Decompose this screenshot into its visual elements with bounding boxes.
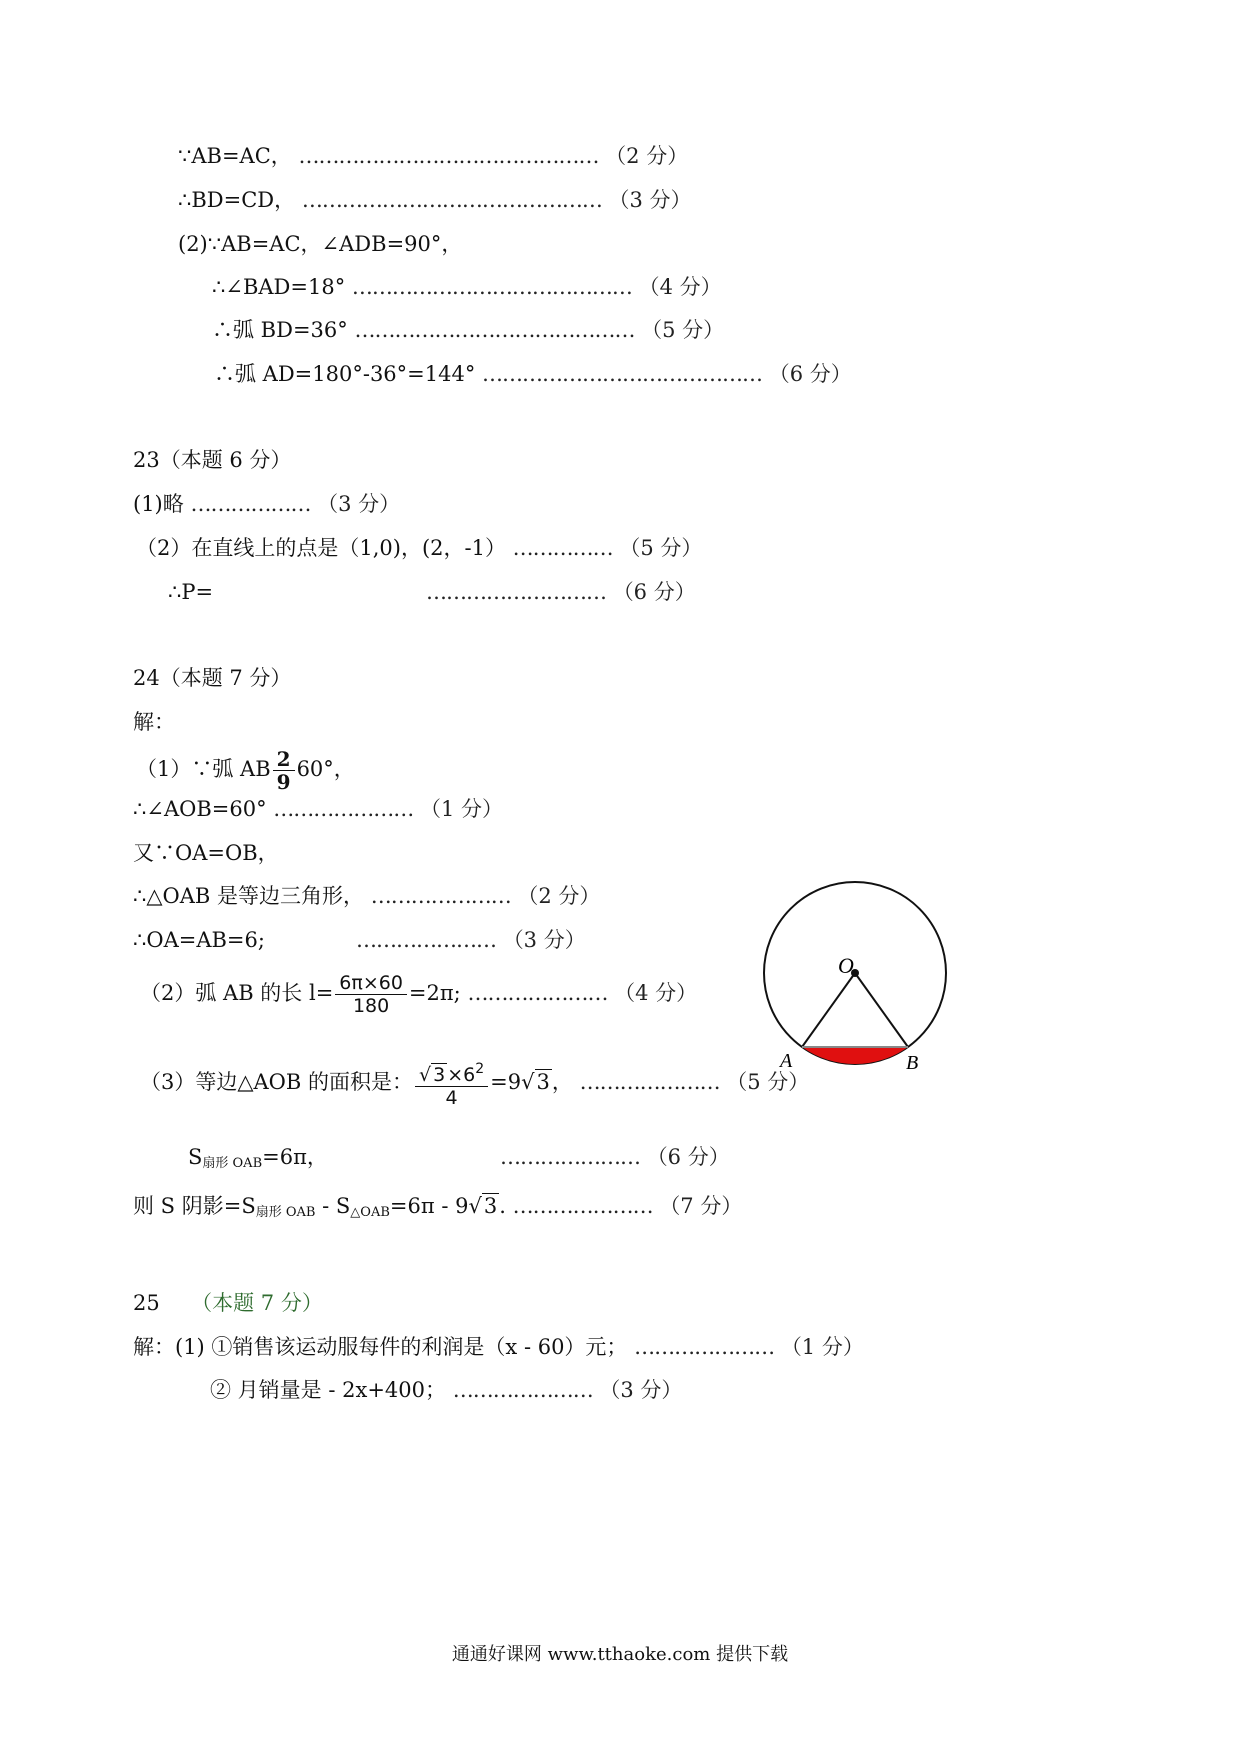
step-text: 60°， (296, 757, 355, 781)
q24-step-6 (140, 972, 697, 1017)
score-mark: （4 分） (614, 981, 698, 1005)
leader-dots: ………………… (512, 1194, 653, 1218)
proof-line-2 (178, 186, 692, 214)
proof-text: ∴BD=CD， (178, 188, 296, 212)
score-mark: （6 分） (612, 580, 696, 604)
proof-text: ∴弧 BD=36° (212, 318, 348, 342)
proof-line-3 (178, 230, 462, 258)
step-text: ∴∠AOB=60° (133, 797, 267, 821)
question-heading: 24（本题 7 分） (133, 666, 292, 690)
proof-text: ∴∠BAD=18° (212, 275, 346, 299)
score-mark: （7 分） (659, 1194, 743, 1218)
q23-answer-2 (136, 534, 702, 562)
leader-dots: ……………… (190, 492, 311, 516)
q23-answer-3-score (426, 578, 696, 606)
answer-text: 解：(1) ①销售该运动服每件的利润是（x - 60）元； (133, 1335, 628, 1359)
q24-jie (133, 708, 175, 736)
subscript: △OAB (350, 1205, 390, 1220)
fraction (335, 972, 407, 1017)
label-a: A (780, 1050, 793, 1072)
leader-dots: …………………………………… (482, 362, 763, 386)
score-mark: （5 分） (619, 536, 703, 560)
step-text: S (188, 1145, 203, 1169)
score-mark: （6 分） (768, 362, 852, 386)
leader-dots: …………………………………… (351, 275, 632, 299)
score-mark: （1 分） (780, 1335, 864, 1359)
radicand: 3 (536, 1070, 550, 1094)
leader-dots: ………………… (634, 1335, 775, 1359)
label-b: B (906, 1052, 919, 1074)
proof-text: ∴弧 AD=180°-36°=144° (214, 362, 476, 386)
step-text: - S (315, 1194, 351, 1218)
subscript: 扇形 OAB (255, 1205, 316, 1220)
proof-text: ∵AB=AC， (178, 144, 292, 168)
q23-title (133, 446, 291, 474)
fraction-denominator: 180 (352, 995, 390, 1017)
q24-step-1 (136, 748, 355, 793)
fraction-numerator: √ $3 \times 6^2$ (415, 1058, 488, 1087)
fraction (415, 1058, 488, 1109)
leader-dots: …………… (512, 536, 613, 560)
proof-line-4 (212, 273, 722, 301)
radicand: 3 (483, 1194, 498, 1218)
score-mark: （2 分） (605, 144, 689, 168)
fraction-denominator: 4 (445, 1087, 458, 1109)
leader-dots: ………………… (500, 1145, 640, 1169)
leader-dots: ……………………………………… (301, 188, 602, 212)
footer-text: 通通好课网 www.tthaoke.com 提供下载 (451, 1644, 789, 1665)
step-text: =6π - 9 (389, 1194, 469, 1218)
q24-step-3 (133, 839, 279, 867)
q24-step-4 (133, 882, 600, 910)
answer-text: (1)略 (133, 492, 184, 516)
step-text: . (499, 1194, 506, 1218)
page-footer (0, 1640, 1240, 1666)
answer-text: （2）在直线上的点是（1,0)，(2，-1） (136, 536, 506, 560)
leader-dots: ………………… (467, 981, 608, 1005)
exponent: 2 (475, 1061, 485, 1077)
question-heading: 23（本题 6 分） (133, 448, 292, 472)
q23-answer-1 (133, 490, 400, 518)
circle-sector-figure (750, 875, 960, 1085)
q25-title (133, 1289, 323, 1317)
step-text: （3）等边△AOB 的面积是： (140, 1070, 413, 1094)
q24-step-9: 则 S 阴影$=S_{扇形 OAB} - S_{\triangle OAB}=6\pi - 9√3$. ………………… （7 分） (133, 1194, 743, 1220)
leader-dots: ……………………………………… (298, 144, 599, 168)
q23-answer-3 (168, 578, 213, 606)
proof-line-6 (214, 360, 852, 388)
leader-dots: ……………………… (426, 580, 606, 604)
step-text: =6π， (262, 1145, 328, 1169)
fraction-denominator: 9 (276, 770, 291, 794)
score-mark: （3 分） (599, 1378, 683, 1402)
step-text: ， (551, 1070, 573, 1094)
leader-dots: ………………… (356, 928, 496, 952)
radius-oa (802, 973, 855, 1047)
proof-line-5 (212, 316, 724, 344)
step-text: 又∵OA=OB， (133, 841, 279, 865)
q25-answer-2 (210, 1376, 682, 1404)
step-text: （2）弧 AB 的长 l= (140, 981, 334, 1005)
solution-label: 解： (133, 710, 175, 734)
step-text: =9 (490, 1070, 522, 1094)
leader-dots: ………………… (370, 884, 511, 908)
fraction-numerator: 2 (273, 748, 295, 771)
q24-step-5-score (356, 926, 586, 954)
radicand: 3 (433, 1064, 446, 1086)
q24-step-2 (133, 795, 503, 823)
step-text: =2π; (408, 981, 461, 1005)
fraction (273, 748, 295, 793)
answer-text: ∴P= (168, 580, 214, 604)
step-text: ∴OA=AB=6; (133, 928, 265, 952)
shaded-segment (802, 1047, 908, 1064)
label-o: O (838, 953, 854, 978)
score-mark: （5 分） (726, 1070, 810, 1094)
score-mark: （4 分） (638, 275, 722, 299)
radius-ob (855, 973, 908, 1047)
q24-step-8-score (500, 1143, 730, 1171)
numerator-part: ×6 (447, 1064, 476, 1086)
answer-text: ② 月销量是 - 2x+400； (210, 1378, 447, 1402)
step-text: ∴△OAB 是等边三角形， (133, 884, 364, 908)
subscript: 扇形 OAB (202, 1156, 263, 1171)
leader-dots: …………………………………… (354, 318, 635, 342)
proof-text: (2)∵AB=AC，∠ADB=90°， (178, 232, 463, 256)
score-mark: （3 分） (317, 492, 401, 516)
leader-dots: ………………… (452, 1378, 593, 1402)
step-text: （1）∵弧 AB (136, 757, 271, 781)
score-mark: （3 分） (502, 928, 586, 952)
q24-step-8 (188, 1143, 328, 1178)
q25-answer-1 (133, 1333, 864, 1361)
score-mark: （6 分） (646, 1145, 730, 1169)
q24-title (133, 664, 291, 692)
question-number: 25 (133, 1291, 160, 1315)
score-mark: （2 分） (517, 884, 601, 908)
fraction-numerator: 6π×60 (335, 972, 407, 995)
score-mark: （5 分） (641, 318, 725, 342)
leader-dots: ………………… (579, 1070, 720, 1094)
leader-dots: ………………… (273, 797, 414, 821)
question-heading: （本题 7 分） (191, 1291, 323, 1315)
score-mark: （1 分） (419, 797, 504, 821)
q24-step-5 (133, 926, 265, 954)
q24-step-7: （3）等边△AOB 的面积是： $\frac{√ 3 \times 6^2}{4}$ =9√3， ………………… （5 分） (140, 1058, 809, 1109)
proof-line-1 (178, 142, 688, 170)
score-mark: （3 分） (608, 188, 692, 212)
step-text: 则 S 阴影=S (133, 1194, 256, 1218)
